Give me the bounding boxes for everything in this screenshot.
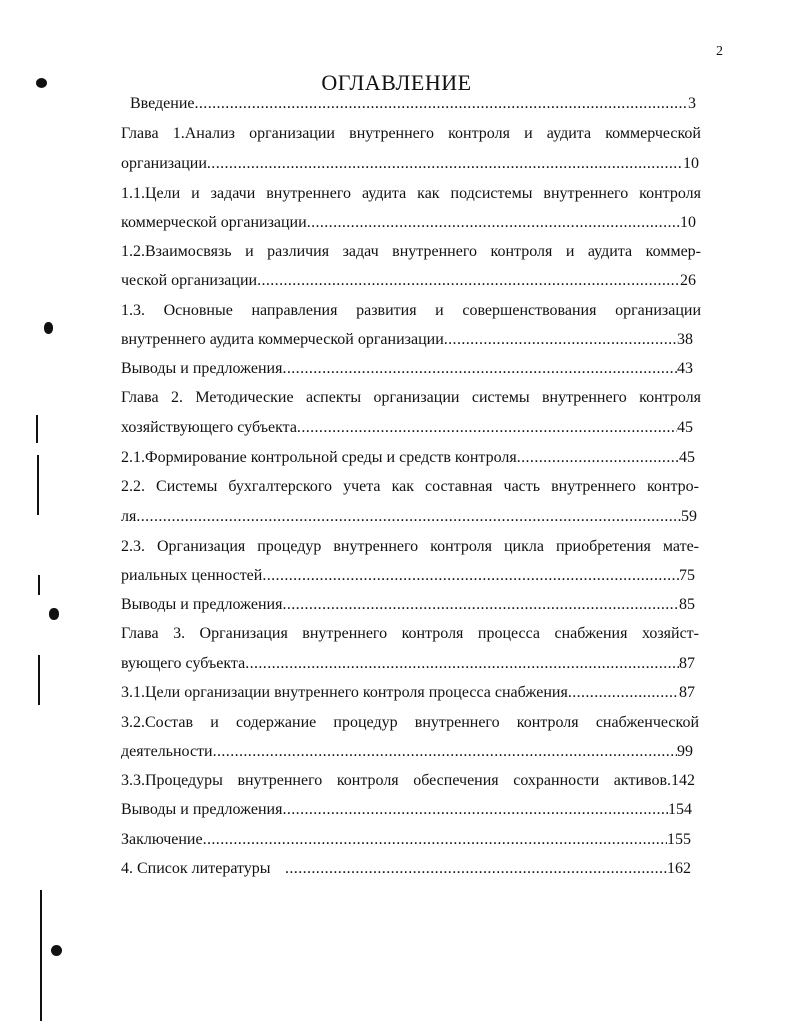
toc-page-number: 10 xyxy=(683,155,699,172)
binding-hole-mark xyxy=(49,608,59,620)
toc-entry-section-1-2-cont xyxy=(121,271,696,291)
toc-entry-text: Выводы и предложения xyxy=(121,360,283,377)
toc-entry-chapter-2-cont xyxy=(121,418,693,438)
margin-line xyxy=(40,890,42,1021)
leader-dots xyxy=(207,154,683,174)
toc-page-number: 59 xyxy=(681,508,697,525)
toc-page-number: 87 xyxy=(679,655,695,672)
toc-entry-section-3-3 xyxy=(121,771,695,791)
toc-page-number: 10 xyxy=(680,214,696,231)
toc-entry-text: организации xyxy=(121,155,207,172)
leader-dots xyxy=(257,271,680,291)
toc-page-number: 26 xyxy=(680,272,696,289)
toc-entry-text: ческой организации xyxy=(121,272,258,289)
toc-page-number: 38 xyxy=(677,331,693,348)
toc-entry-section-1-1-cont xyxy=(121,213,696,233)
toc-entry-text: ля xyxy=(121,508,137,525)
page-number: 2 xyxy=(716,44,723,59)
toc-entry-text: Введение xyxy=(130,95,195,112)
toc-entry-text: внутреннего аудита коммерческой организации xyxy=(121,331,444,348)
toc-page-number: 154 xyxy=(668,801,692,818)
toc-page-number: 142 xyxy=(671,772,695,789)
toc-entry-text: 3.3.Процедуры внутреннего контроля обеспечения сохранности активов. xyxy=(121,772,671,789)
toc-entry-section-3-1 xyxy=(121,683,695,703)
toc-page-number: 45 xyxy=(679,449,695,466)
toc-entry-section-3-2-cont xyxy=(121,742,693,762)
toc-entry-section-1-2: 1.2.Взаимосвязь и различия задач внутреннего контроля и аудита коммер- xyxy=(121,243,701,260)
toc-page-number: 45 xyxy=(677,419,693,436)
toc-entry-text: Выводы и предложения xyxy=(121,596,283,613)
toc-entry-section-1-3: 1.3. Основные направления развития и совершенствования организации xyxy=(121,302,701,319)
toc-entry-section-2-2: 2.2. Системы бухгалтерского учета как составная часть внутреннего контро- xyxy=(121,478,699,495)
toc-entry-chapter-3-cont xyxy=(121,654,695,674)
toc-entry-text: 3.1.Цели организации внутреннего контроля процесса снабжения xyxy=(121,684,568,701)
toc-entry-text: риальных ценностей xyxy=(121,567,263,584)
toc-entry-section-1-1: 1.1.Цели и задачи внутреннего аудита как подсистемы внутреннего контроля xyxy=(121,185,701,202)
toc-entry-chapter-2: Глава 2. Методические аспекты организации системы внутреннего контроля xyxy=(121,389,701,406)
toc-entry-section-2-2-cont xyxy=(121,507,697,527)
leader-dots xyxy=(297,418,677,438)
toc-entry-section-2-3-cont xyxy=(121,566,695,586)
binding-hole-mark xyxy=(36,78,47,88)
margin-line xyxy=(37,455,39,515)
toc-entry-text: 2.1.Формирование контрольной среды и средств контроля xyxy=(121,449,517,466)
toc-entry-conclusions-3 xyxy=(121,800,692,820)
toc-entry-conclusion xyxy=(121,830,691,850)
leader-dots xyxy=(282,359,677,379)
toc-entry-text: вующего субъекта xyxy=(121,655,246,672)
leader-dots xyxy=(262,566,679,586)
margin-line xyxy=(38,575,40,595)
toc-entry-section-1-3-cont xyxy=(121,330,693,350)
toc-page-number: 85 xyxy=(679,596,695,613)
toc-entry-section-2-3: 2.3. Организация процедур внутреннего контроля цикла приобретения мате- xyxy=(121,538,699,555)
toc-page-number: 43 xyxy=(677,360,693,377)
margin-line xyxy=(36,415,38,443)
binding-hole-mark xyxy=(44,322,53,334)
toc-page-number: 87 xyxy=(679,684,695,701)
toc-entry-text: коммерческой организации xyxy=(121,214,307,231)
toc-entry-chapter-1: Глава 1.Анализ организации внутреннего контроля и аудита коммерческой xyxy=(121,125,701,142)
binding-hole-mark xyxy=(51,945,62,956)
leader-dots xyxy=(245,654,679,674)
toc-page-number: 75 xyxy=(679,567,695,584)
toc-entry-conclusions-2 xyxy=(121,595,695,615)
leader-dots xyxy=(213,742,677,762)
toc-entry-text: 4. Список литературы xyxy=(121,860,271,877)
leader-dots xyxy=(282,595,679,615)
leader-dots xyxy=(195,94,689,114)
leader-dots xyxy=(517,448,679,468)
toc-entry-section-2-1 xyxy=(121,448,695,468)
toc-entry-chapter-1-cont xyxy=(121,154,699,174)
toc-entry-text: Заключение xyxy=(121,831,203,848)
leader-dots xyxy=(568,683,679,703)
toc-entry-conclusions-1 xyxy=(121,359,693,379)
toc-entry-intro xyxy=(130,94,696,114)
toc-entry-section-3-2: 3.2.Состав и содержание процедур внутреннего контроля снабженческой xyxy=(121,714,699,731)
page-title: ОГЛАВЛЕНИЕ xyxy=(321,70,472,95)
toc-page-number: 162 xyxy=(667,860,691,877)
toc-entry-literature xyxy=(121,859,691,879)
toc-page-number: 99 xyxy=(677,743,693,760)
toc-page-number: 155 xyxy=(667,831,691,848)
toc-page-number: 3 xyxy=(688,95,696,112)
leader-dots xyxy=(307,213,680,233)
toc-entry-text: хозяйствующего субъекта xyxy=(121,419,297,436)
toc-entry-chapter-3: Глава 3. Организация внутреннего контроля процесса снабжения хозяйст- xyxy=(121,625,699,642)
leader-dots xyxy=(203,830,667,850)
leader-dots xyxy=(285,859,667,879)
toc-entry-text: Выводы и предложения xyxy=(121,801,283,818)
leader-dots xyxy=(444,330,677,350)
margin-line xyxy=(38,655,40,705)
toc-entry-text: деятельности xyxy=(121,743,213,760)
leader-dots xyxy=(136,507,681,527)
leader-dots xyxy=(282,800,668,820)
